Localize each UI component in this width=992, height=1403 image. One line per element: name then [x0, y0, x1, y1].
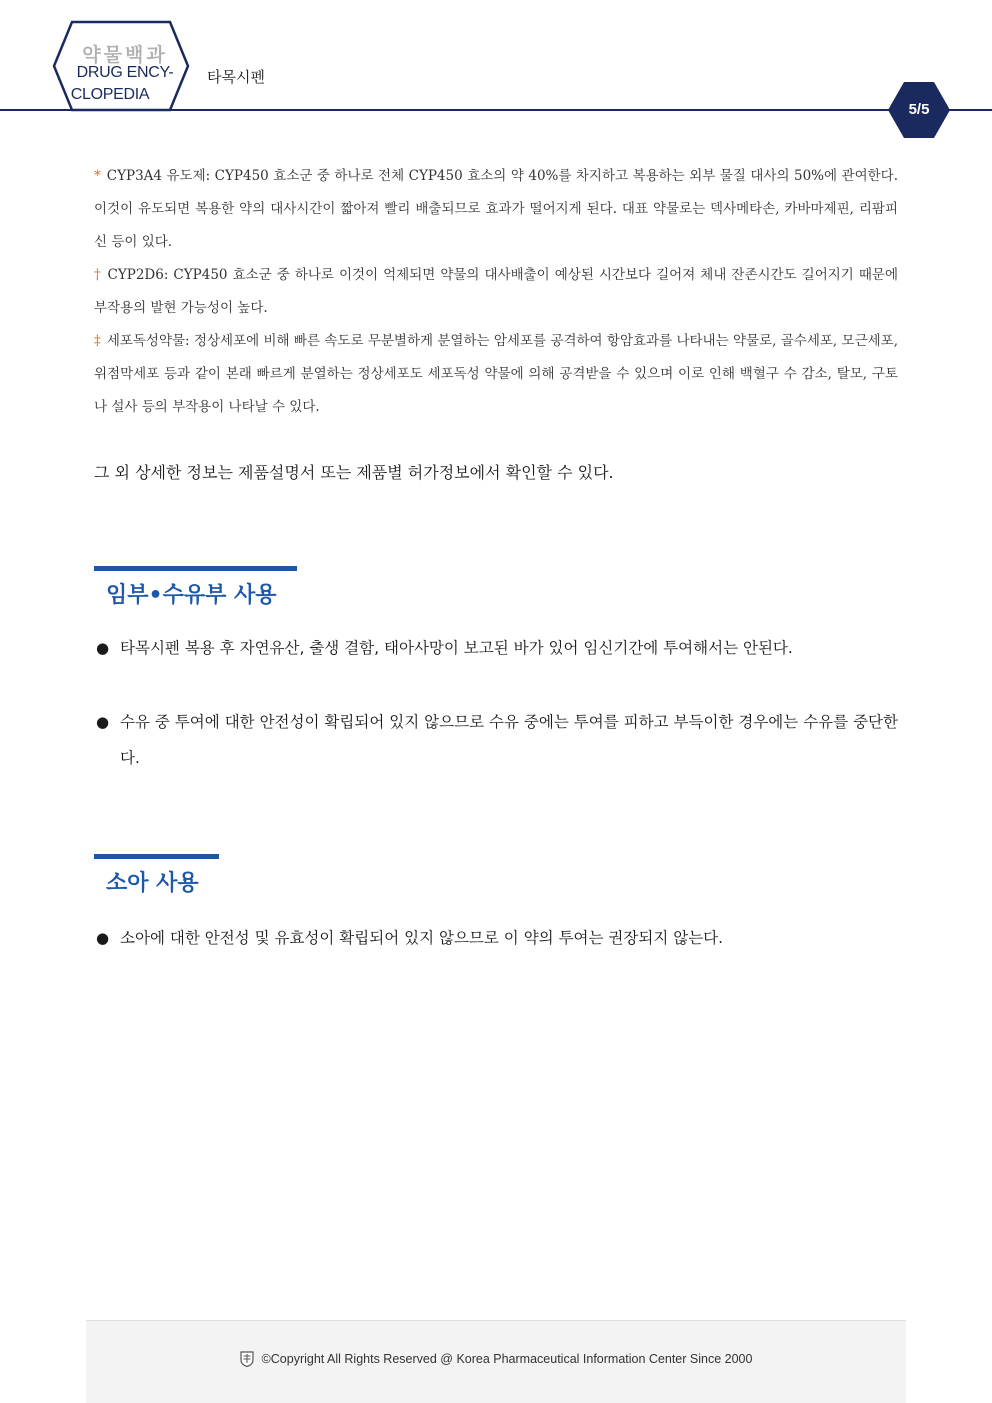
logo-english-line2: CLOPEDIA [70, 86, 150, 103]
page-header [0, 0, 992, 140]
list-item-text: 수유 중 투여에 대한 안전성이 확립되어 있지 않으므로 수유 중에는 투여를 피하고 부득이한 경우에는 수유를 중단한다. [120, 713, 898, 767]
page-footer [86, 1320, 906, 1403]
footnote-text: 세포독성약물: 정상세포에 비해 빠른 속도로 무분별하게 분열하는 암세포를 공격하여 항암효과를 나타내는 약물로, 골수세포, 모근세포, 위점막세포 등과 같이 본래 빠르게 분열하는 정상세포도 세포독성 약물에 의해 공격받을 수 있으며 이로 인해 백혈구 수 감소, 탈모, 구토나 설사 등의 부작용이 나타날 수 있다. [94, 333, 898, 415]
section-title-pregnancy: 임부•수유부 사용 [106, 583, 277, 608]
footnote-cyp3a4 [94, 160, 898, 259]
footer-content [86, 1351, 906, 1367]
footnote-text: CYP3A4 유도제: CYP450 효소군 중 하나로 전체 CYP450 효소의 약 40%를 차지하고 복용하는 외부 물질 대사의 50%에 관여한다. 이것이 유도되면 복용한 약의 대사시간이 짧아져 빨리 배출되므로 효과가 떨어지게 된다. 대표 약물로는 덱사메타손, 카바마제핀, 리팜피신 등이 있다. [94, 168, 898, 250]
pediatric-list [94, 920, 898, 956]
institution-emblem-icon [240, 1351, 254, 1367]
logo-korean: 약물백과 [82, 45, 168, 66]
footnote-mark-asterisk: * [94, 168, 101, 184]
list-item [94, 630, 898, 666]
page-indicator [888, 82, 950, 138]
footnotes [94, 160, 898, 424]
more-info-note: 그 외 상세한 정보는 제품설명서 또는 제품별 허가정보에서 확인할 수 있다. [94, 463, 614, 482]
bullet-icon: ● [96, 639, 110, 657]
page-indicator-text: 5/5 [908, 101, 930, 118]
footnote-mark-double-dagger: ‡ [94, 333, 101, 349]
bullet-icon: ● [96, 713, 110, 731]
bullet-icon: ● [96, 929, 110, 947]
footnote-mark-dagger: † [94, 267, 102, 283]
list-item-text: 소아에 대한 안전성 및 유효성이 확립되어 있지 않으므로 이 약의 투여는 권장되지 않는다. [120, 929, 724, 947]
section-title-pediatric: 소아 사용 [106, 871, 199, 896]
logo-english-line1: DRUG ENCY- [76, 64, 174, 81]
list-item [94, 704, 898, 776]
section-bar-pediatric [94, 854, 219, 859]
footnote-cytotoxic [94, 325, 898, 424]
section-bar-pregnancy [94, 566, 297, 571]
pregnancy-list [94, 630, 898, 776]
list-item-text: 타목시펜 복용 후 자연유산, 출생 결함, 태아사망이 보고된 바가 있어 임신기간에 투여해서는 안된다. [120, 639, 793, 657]
footnote-cyp2d6 [94, 259, 898, 325]
list-item [94, 920, 898, 956]
footnote-text: CYP2D6: CYP450 효소군 중 하나로 이것이 억제되면 약물의 대사배출이 예상된 시간보다 길어져 체내 잔존시간도 길어지기 때문에 부작용의 발현 가능성이 높다. [94, 267, 899, 316]
document-title: 타목시펜 [207, 68, 265, 86]
copyright-text: ©Copyright All Rights Reserved @ Korea Pharmaceutical Information Center Since 2000 [261, 1352, 753, 1366]
